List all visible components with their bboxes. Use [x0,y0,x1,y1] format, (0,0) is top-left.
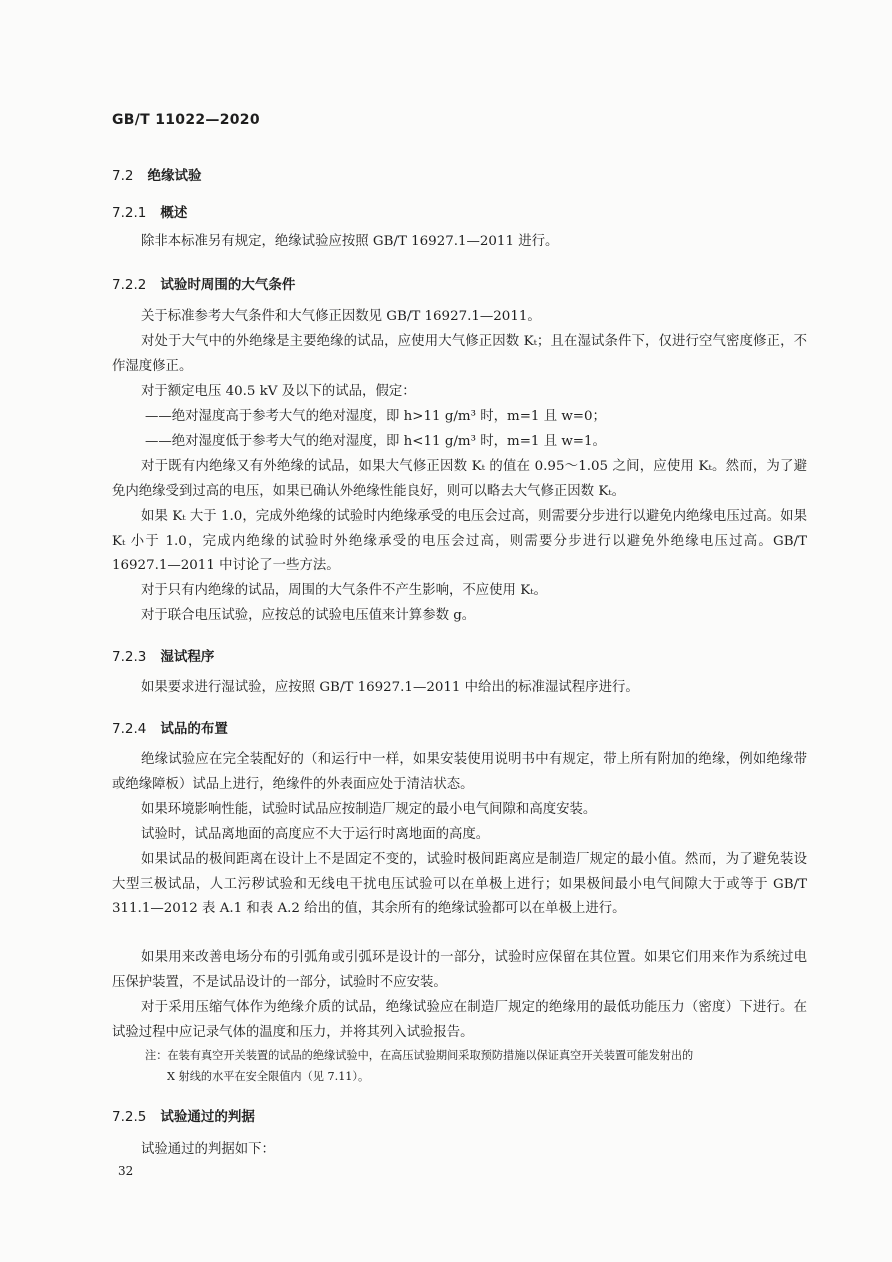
paragraph-7-2-3: 如果要求进行湿试验，应按照 GB/T 16927.1—2011 中给出的标准湿试程序进行。 [141,680,639,695]
note [145,1045,810,1087]
heading-7-2-2 [112,273,295,293]
paragraph-7-2-4-a: 绝缘试验应在完全装配好的（和运行中一样，如果安装使用说明书中有规定，带上所有附加的绝缘，例如绝缘带或绝缘障板）试品上进行，绝缘件的外表面应处于清洁状态。 [112,752,807,792]
paragraph-7-2-4-b: 如果环境影响性能，试验时试品应按制造厂规定的最小电气间隙和高度安装。 [141,802,597,817]
paragraph-7-2-2-d: 对于既有内绝缘又有外绝缘的试品，如果大气修正因数 Kₜ 的值在 0.95～1.05 之间，应使用 Kₜ。然而，为了避免内绝缘受到过高的电压，如果已确认外绝缘性能良好，则可以略去大气修正因数 Kₜ。 [112,459,807,499]
paragraph-7-2-5: 试验通过的判据如下： [141,1142,275,1157]
heading-title: 概述 [160,205,188,221]
paragraph-7-2-2-f: 对于只有内绝缘的试品，周围的大气条件不产生影响，不应使用 Kₜ。 [141,583,547,598]
note-line-2: X 射线的水平在安全限值内（见 7.11）。 [167,1070,370,1083]
paragraph-7-2-4-c: 试验时，试品离地面的高度应不大于运行时离地面的高度。 [141,827,490,842]
heading-number: 7.2.1 [112,205,147,221]
dash-item-2: ——绝对湿度低于参考大气的绝对湿度，即 h<11 g/m³ 时，m=1 且 w=1。 [145,434,606,449]
standard-code-header: GB/T 11022—2020 [112,112,260,128]
heading-title: 湿试程序 [160,649,215,665]
heading-number: 7.2 [112,168,134,184]
heading-number: 7.2.4 [112,721,147,737]
heading-number: 7.2.3 [112,649,147,665]
heading-7-2-4 [112,717,228,737]
paragraph-7-2-1: 除非本标准另有规定，绝缘试验应按照 GB/T 16927.1—2011 进行。 [141,234,559,249]
note-line-1: 注：在装有真空开关装置的试品的绝缘试验中，在高压试验期间采取预防措施以保证真空开关装置可能发射出的 [145,1049,694,1062]
paragraph-7-2-4-f: 对于采用压缩气体作为绝缘介质的试品，绝缘试验应在制造厂规定的绝缘用的最低功能压力（密度）下进行。在试验过程中应记录气体的温度和压力，并将其列入试验报告。 [112,1000,807,1040]
dash-item-1: ——绝对湿度高于参考大气的绝对湿度，即 h>11 g/m³ 时，m=1 且 w=0； [145,409,606,424]
paragraph-7-2-4-e: 如果用来改善电场分布的引弧角或引弧环是设计的一部分，试验时应保留在其位置。如果它们用来作为系统过电压保护装置，不是试品设计的一部分，试验时不应安装。 [112,950,807,990]
paragraph-7-2-2-g: 对于联合电压试验，应按总的试验电压值来计算参数 g。 [141,608,476,623]
paragraph-7-2-4-d: 如果试品的极间距离在设计上不是固定不变的，试验时极间距离应是制造厂规定的最小值。然而，为了避免装设大型三极试品，人工污秽试验和无线电干扰电压试验可以在单极上进行；如果极间最小电气间隙大于或等于 GB/T 311.1—2012 表 A.1 和表 A.2 给出的值，其余所有的绝缘试验都可以在单极上进行。 [112,852,807,916]
paragraph-7-2-2-b: 对处于大气中的外绝缘是主要绝缘的试品，应使用大气修正因数 Kₜ；且在湿试条件下，仅进行空气密度修正，不作湿度修正。 [112,334,807,374]
heading-title: 绝缘试验 [147,168,202,184]
heading-title: 试验时周围的大气条件 [160,277,296,293]
heading-7-2-1 [112,201,187,221]
page-number: 32 [118,1164,134,1178]
heading-7-2-5 [112,1105,255,1125]
paragraph-7-2-2-c: 对于额定电压 40.5 kV 及以下的试品，假定： [141,384,416,399]
heading-number: 7.2.2 [112,277,147,293]
heading-title: 试验通过的判据 [160,1109,255,1125]
heading-title: 试品的布置 [160,721,228,737]
paragraph-7-2-2-a: 关于标准参考大气条件和大气修正因数见 GB/T 16927.1—2011。 [141,309,541,324]
heading-7-2 [112,164,201,184]
heading-7-2-3 [112,645,214,665]
heading-number: 7.2.5 [112,1109,147,1125]
paragraph-7-2-2-e: 如果 Kₜ 大于 1.0，完成外绝缘的试验时内绝缘承受的电压会过高，则需要分步进行以避免内绝缘电压过高。如果 Kₜ 小于 1.0，完成内绝缘的试验时外绝缘承受的电压会过高，则需要分步进行以避免外绝缘电压过高。GB/T 16927.1—2011 中讨论了一些方法。 [112,509,807,573]
